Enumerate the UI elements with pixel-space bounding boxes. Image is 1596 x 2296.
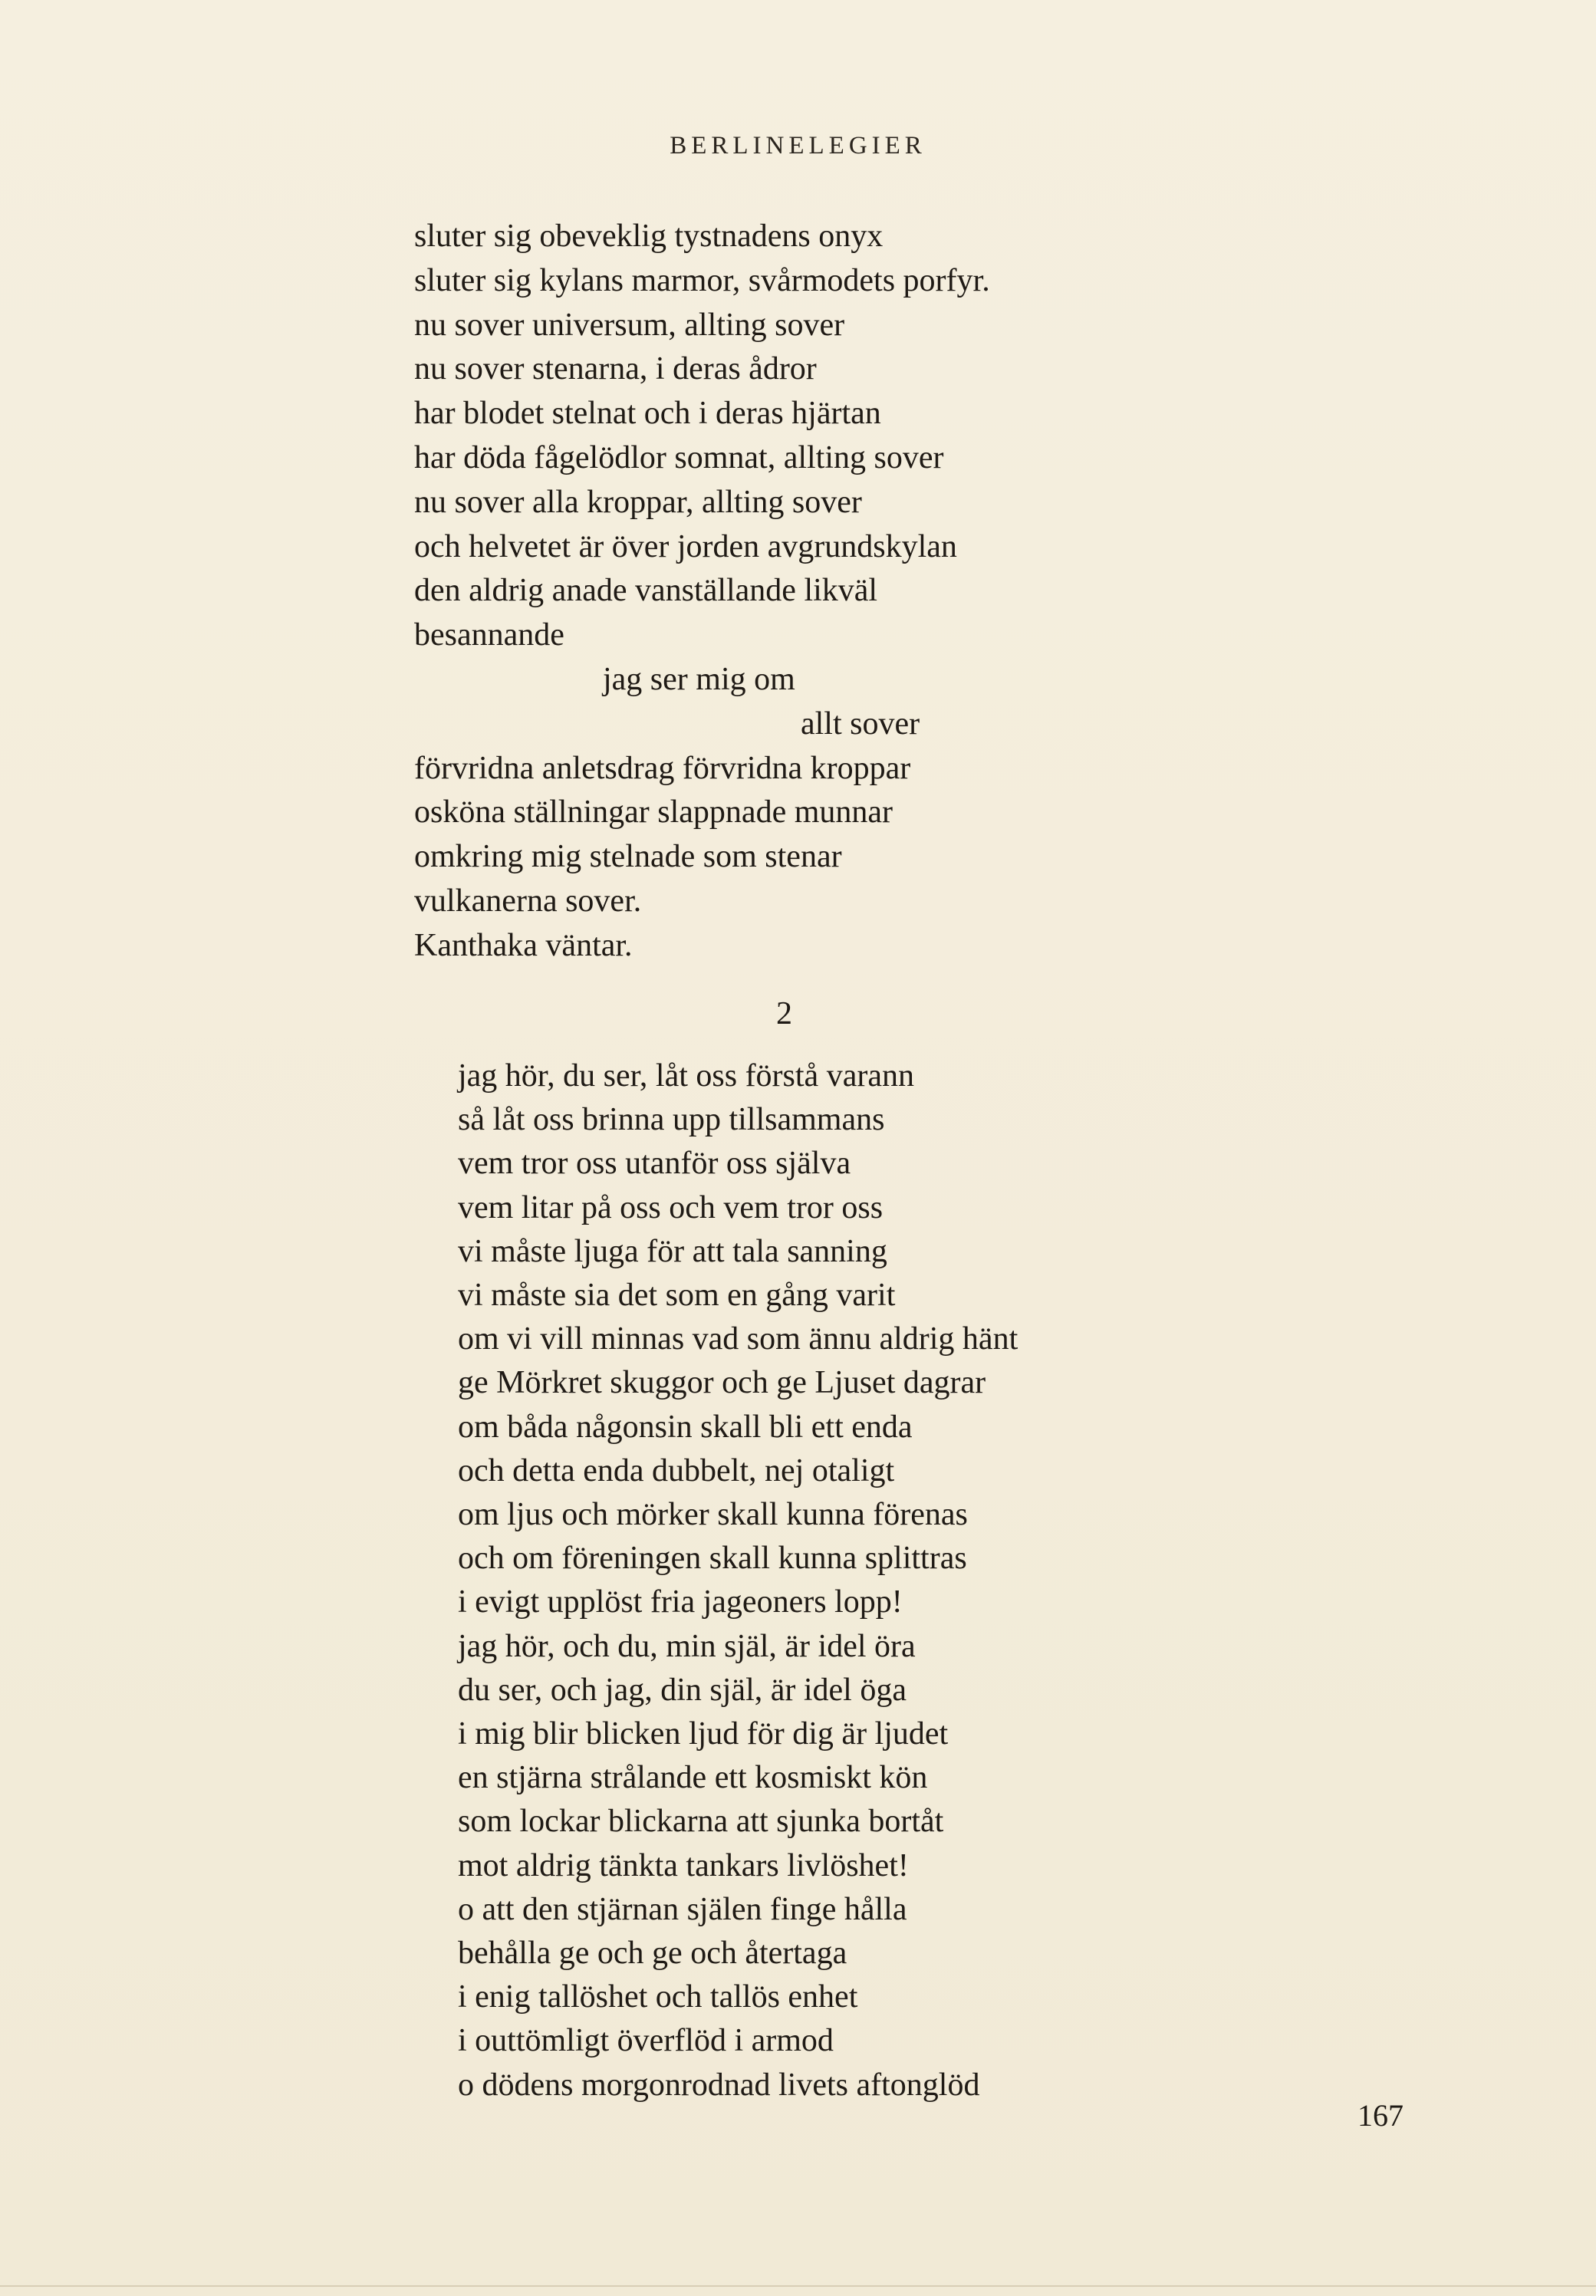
poem-line: omkring mig stelnade som stenar	[414, 839, 842, 875]
poem-line: nu sover universum, allting sover	[414, 307, 845, 343]
poem-line: nu sover stenarna, i deras ådror	[414, 351, 817, 387]
poem-line: jag hör, och du, min själ, är idel öra	[458, 1628, 916, 1664]
poem-line: sluter sig kylans marmor, svårmodets porfyr.	[414, 262, 990, 298]
poem-line: har blodet stelnat och i deras hjärtan	[414, 396, 881, 432]
poem-line: vulkanerna sover.	[414, 883, 642, 919]
page-number: 167	[1357, 2098, 1403, 2133]
poem-line: och detta enda dubbelt, nej otaligt	[458, 1452, 895, 1488]
poem-line: i mig blir blicken ljud för dig är ljudet	[458, 1716, 949, 1752]
poem-line-indented: jag ser mig om	[603, 661, 795, 697]
poem-line: i evigt upplöst fria jageoners lopp!	[458, 1584, 903, 1620]
poem-line: i outtömligt överflöd i armod	[458, 2023, 834, 2059]
section-number: 2	[776, 996, 792, 1031]
poem-line: o att den stjärnan själen finge hålla	[458, 1891, 907, 1927]
poem-line: vi måste ljuga för att tala sanning	[458, 1233, 887, 1269]
poem-stanza-1	[414, 215, 990, 969]
poem-line: osköna ställningar slappnade munnar	[414, 794, 893, 831]
poem-line: förvridna anletsdrag förvridna kroppar	[414, 750, 911, 786]
poem-line: vi måste sia det som en gång varit	[458, 1278, 896, 1314]
poem-line: som lockar blickarna att sjunka bortåt	[458, 1804, 944, 1840]
poem-line: om ljus och mörker skall kunna förenas	[458, 1497, 968, 1533]
poem-line: i enig tallöshet och tallös enhet	[458, 1979, 858, 2015]
poem-line: en stjärna strålande ett kosmiskt kön	[458, 1760, 928, 1796]
poem-line: om båda någonsin skall bli ett enda	[458, 1409, 913, 1445]
poem-line: ge Mörkret skuggor och ge Ljuset dagrar	[458, 1365, 986, 1401]
poem-line: och helvetet är över jorden avgrundskylan	[414, 528, 957, 564]
poem-line: o dödens morgonrodnad livets aftonglöd	[458, 2067, 980, 2103]
poem-line: så låt oss brinna upp tillsammans	[458, 1102, 885, 1138]
poem-line: mot aldrig tänkta tankars livlöshet!	[458, 1847, 909, 1883]
running-head: BERLINELEGIER	[670, 132, 926, 160]
poem-line: jag hör, du ser, låt oss förstå varann	[458, 1058, 914, 1094]
poem-line: sluter sig obeveklig tystnadens onyx	[414, 219, 884, 254]
poem-line: du ser, och jag, din själ, är idel öga	[458, 1672, 907, 1708]
poem-stanza-2	[458, 1054, 1018, 2107]
poem-line: behålla ge och ge och återtaga	[458, 1936, 847, 1972]
poem-line-indented: allt sover	[801, 706, 920, 742]
poem-line: den aldrig anade vanställande likväl	[414, 573, 878, 609]
poem-line: har döda fågelödlor somnat, allting sover	[414, 439, 944, 475]
poem-line: vem litar på oss och vem tror oss	[458, 1189, 884, 1225]
poem-line: om vi vill minnas vad som ännu aldrig hänt	[458, 1321, 1018, 1357]
poem-line: vem tror oss utanför oss själva	[458, 1146, 851, 1182]
page-edge-divider	[0, 2285, 1596, 2287]
poem-line: nu sover alla kroppar, allting sover	[414, 484, 862, 520]
poem-line: Kanthaka väntar.	[414, 927, 633, 963]
poem-line: besannande	[414, 617, 564, 653]
poem-line: och om föreningen skall kunna splittras	[458, 1541, 967, 1577]
